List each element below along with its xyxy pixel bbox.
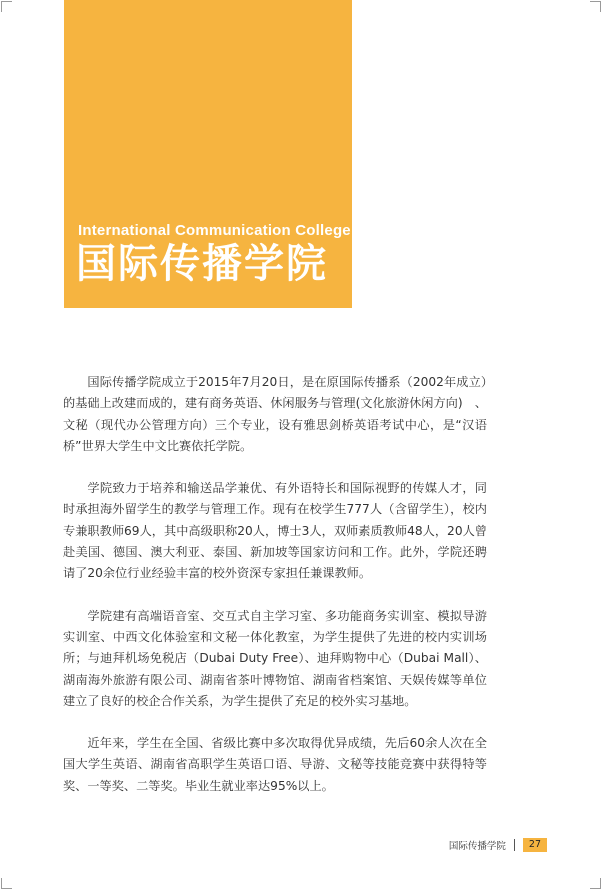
- title-banner: [64, 0, 352, 308]
- paragraph-4: 近年来，学生在全国、省级比赛中多次取得优异成绩，先后60余人次在全国大学生英语、湖南省高职学生英语口语、导游、文秘等技能竞赛中获得特等奖、一等奖、二等奖。毕业生就业率达95%以上。: [63, 736, 487, 793]
- crop-mark-bottom-right: [590, 878, 601, 889]
- crop-mark-top-right: [590, 1, 601, 12]
- title-english: International Communication College: [78, 222, 351, 239]
- paragraph-3: 学院建有高端语音室、交互式自主学习室、多功能商务实训室、模拟导游实训室、中西文化体验室和文秘一体化教室，为学生提供了先进的校内实训场所；与迪拜机场免税店（Dubai Duty Free）、迪拜购物中心（Dubai Mall）、湖南海外旅游有限公司、湖南省茶叶博物馆、湖南省档案馆、天娱传媒等单位建立了良好的校企合作关系，为学生提供了充足的校外实习基地。: [63, 608, 487, 708]
- footer-divider: [514, 839, 515, 851]
- paragraph-1: 国际传播学院成立于2015年7月20日，是在原国际传播系（2002年成立）的基础上改建而成的，建有商务英语、休闲服务与管理(文化旅游休闲方向) 、文秘（现代办公管理方向）三个专业，设有雅思剑桥英语考试中心，是“汉语桥”世界大学生中文比赛依托学院。: [63, 375, 487, 453]
- page-footer: [449, 838, 547, 852]
- title-chinese: 国际传播学院: [76, 241, 328, 287]
- footer-section-title: 国际传播学院: [448, 841, 506, 852]
- paragraph-2: 学院致力于培养和输送品学兼优、有外语特长和国际视野的传媒人才，同时承担海外留学生的教学与管理工作。现有在校学生777人（含留学生），校内专兼职教师69人，其中高级职称20人，博士3人，双师素质教师48人，20人曾赴美国、德国、澳大利亚、泰国、新加坡等国家访问和工作。此外，学院还聘请了20余位行业经验丰富的校外资深专家担任兼课教师。: [63, 481, 487, 581]
- page-number: 27: [523, 838, 547, 852]
- body-text: [63, 372, 487, 818]
- crop-mark-top-left: [1, 1, 12, 12]
- crop-mark-bottom-left: [1, 878, 12, 889]
